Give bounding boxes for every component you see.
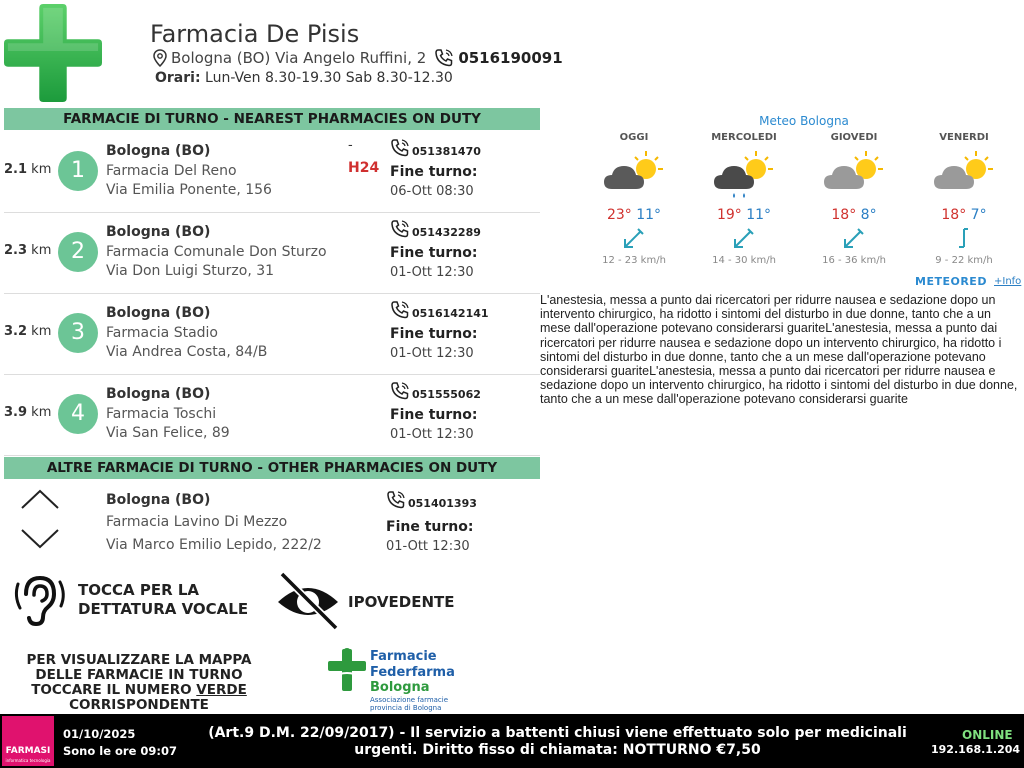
weather-day (914, 132, 1014, 266)
fine-turno-value: 01-Ott 12:30 (390, 265, 474, 280)
pharmacy-street: Via Don Luigi Sturzo, 31 (106, 263, 275, 279)
other-section-header: ALTRE FARMACIE DI TURNO - OTHER PHARMACIES ON DUTY (4, 457, 540, 479)
partly-cloudy-icon (822, 149, 886, 199)
weather-day-name: MERCOLEDI (711, 132, 777, 143)
wind-direction-icon (621, 225, 647, 251)
distance: 2.1 km (4, 162, 52, 177)
pharmacy-phone-box[interactable] (390, 381, 481, 401)
weather-temps: 18° 7° (941, 207, 987, 223)
footer-time: Sono le ore 09:07 (63, 744, 178, 758)
pharmacy-row[interactable] (4, 132, 540, 213)
pharmacy-street: Via Emilia Ponente, 156 (106, 182, 272, 198)
wind-direction-icon (731, 225, 757, 251)
weather-day (584, 132, 684, 266)
pharmacy-row[interactable] (4, 213, 540, 294)
partly-cloudy-icon (602, 149, 666, 199)
pharmacy-city: Bologna (BO) (106, 305, 211, 321)
distance: 3.9 km (4, 405, 52, 420)
ip-address: 192.168.1.204 (931, 743, 1021, 756)
weather-day (694, 132, 794, 266)
pharmacy-phone-number[interactable]: 051555062 (412, 388, 481, 401)
phone-icon (390, 138, 410, 158)
location-pin-icon (152, 49, 168, 67)
distance: 2.3 km (4, 243, 52, 258)
other-city: Bologna (BO) (106, 492, 211, 508)
meteored-info-link[interactable]: +Info (994, 276, 1022, 287)
pharmacy-city: Bologna (BO) (106, 386, 211, 402)
pharmacy-row-name: Farmacia Comunale Don Sturzo (106, 244, 327, 260)
federfarma-logo: Farmacie Federfarma Bologna Associazione farmacie provincia di Bologna (326, 647, 466, 713)
scroll-up-icon[interactable] (20, 488, 60, 510)
pharmacy-phone-box[interactable] (390, 219, 481, 239)
low-vision-button[interactable] (274, 572, 455, 632)
h24-badge: H24 (348, 160, 380, 176)
distance: 3.2 km (4, 324, 52, 339)
voice-label-2: DETTATURA VOCALE (78, 600, 249, 618)
footer-bar (0, 714, 1024, 768)
pharmacy-row[interactable] (4, 375, 540, 456)
pharmacy-phone-number[interactable]: 0516142141 (412, 307, 489, 320)
wind-speed: 9 - 22 km/h (935, 255, 993, 266)
pharmacy-city: Bologna (BO) (106, 224, 211, 240)
fine-turno-value: 06-Ott 08:30 (390, 184, 474, 199)
footer-message: (Art.9 D.M. 22/09/2017) - Il servizio a battenti chiusi viene effettuato solo per medicinali urgenti. Diritto fisso di chiamata: NOTTURNO €7,50 (208, 725, 907, 758)
phone-icon (434, 48, 454, 68)
pharmacy-phone-box[interactable] (390, 138, 481, 158)
online-status: ONLINE (962, 728, 1013, 742)
pharmacy-address-text: Bologna (BO) Via Angelo Ruffini, 2 (171, 49, 427, 67)
voice-label-1: TOCCA PER LA (78, 581, 200, 599)
farmasi-logo: FARMASI informatica tecnologia (2, 716, 54, 766)
eye-off-icon (274, 572, 342, 632)
pharmacy-phone[interactable]: 0516190091 (458, 49, 563, 67)
footer-date: 01/10/2025 (63, 727, 136, 741)
weather-temps: 18° 8° (831, 207, 877, 223)
h24-dash: - (348, 138, 353, 153)
pharmacy-phone-box[interactable] (390, 300, 489, 320)
pharmacy-phone-number[interactable]: 051381470 (412, 145, 481, 158)
weather-temps: 19° 11° (716, 207, 772, 223)
pharmacy-address (152, 48, 563, 68)
fine-turno-label: Fine turno: (390, 326, 478, 342)
pharmacy-number-badge[interactable]: 3 (58, 313, 98, 353)
pharmacy-hours: Orari: Lun-Ven 8.30-19.30 Sab 8.30-12.30 (155, 70, 453, 86)
pharmacy-phone-number[interactable]: 051432289 (412, 226, 481, 239)
rain-cloud-icon (712, 149, 776, 199)
pharmacy-name: Farmacia De Pisis (150, 20, 360, 48)
meteored-logo: METEORED (915, 275, 987, 288)
pharmacy-street: Via Andrea Costa, 84/B (106, 344, 268, 360)
pharmacy-number-badge[interactable]: 1 (58, 151, 98, 191)
scroll-down-icon[interactable] (20, 528, 60, 550)
other-phone[interactable] (386, 490, 477, 510)
weather-temps: 23° 11° (606, 207, 662, 223)
weather-day (804, 132, 904, 266)
other-pharmacy-item[interactable] (4, 482, 540, 562)
weather-day-name: GIOVEDI (830, 132, 878, 143)
partly-cloudy-icon (932, 149, 996, 199)
weather-day-name: OGGI (619, 132, 649, 143)
low-vision-label: IPOVEDENTE (348, 592, 455, 611)
phone-icon (390, 381, 410, 401)
pharmacy-number-badge[interactable]: 2 (58, 232, 98, 272)
wind-speed: 12 - 23 km/h (602, 255, 666, 266)
other-street: Via Marco Emilio Lepido, 222/2 (106, 537, 322, 553)
phone-icon (390, 219, 410, 239)
other-fine-turno-value: 01-Ott 12:30 (386, 539, 470, 554)
ear-icon (12, 572, 68, 628)
other-fine-turno-label: Fine turno: (386, 519, 474, 535)
wind-direction-icon (951, 225, 977, 251)
pharmacy-row[interactable] (4, 294, 540, 375)
wind-speed: 16 - 36 km/h (822, 255, 886, 266)
fine-turno-label: Fine turno: (390, 164, 478, 180)
phone-icon (386, 490, 406, 510)
news-text: L'anestesia, messa a punto dai ricercatori per ridurre nausea e sedazione dopo un intervento chirurgico, ha ridotto i sintomi del disturbo in due donne, tanto che a un mese dall'operazione potevano considerarsi guariteL'anestesia, messa a punto dai ricercatori per ridurre nausea e sedazione dopo un intervento chirurgico, ha ridotto i sintomi del disturbo in due donne, tanto che a un mese dall'operazione potevano considerarsi guariteL'anestesia, messa a punto dai ricercatori per ridurre nausea e sedazione dopo un intervento chirurgico, ha ridotto i sintomi del disturbo in due donne, tanto che a un mese dall'operazione potevano considerarsi guarite (540, 293, 1018, 407)
pharmacy-city: Bologna (BO) (106, 143, 211, 159)
map-instructions: PER VISUALIZZARE LA MAPPA DELLE FARMACIE IN TURNO TOCCARE IL NUMERO VERDE CORRISPONDENTE (26, 652, 252, 713)
voice-dictation-button[interactable] (12, 572, 248, 628)
pharmacy-street: Via San Felice, 89 (106, 425, 230, 441)
nearest-section-header: FARMACIE DI TURNO - NEAREST PHARMACIES ON DUTY (4, 108, 540, 130)
pharmacy-number-badge[interactable]: 4 (58, 394, 98, 434)
other-phone-number[interactable]: 051401393 (408, 497, 477, 510)
fine-turno-label: Fine turno: (390, 407, 478, 423)
weather-title: Meteo Bologna (759, 114, 849, 128)
federfarma-cross-icon (326, 647, 368, 693)
fine-turno-value: 01-Ott 12:30 (390, 346, 474, 361)
weather-day-name: VENERDI (939, 132, 989, 143)
other-name: Farmacia Lavino Di Mezzo (106, 514, 288, 530)
pharmacy-row-name: Farmacia Del Reno (106, 163, 237, 179)
fine-turno-label: Fine turno: (390, 245, 478, 261)
wind-direction-icon (841, 225, 867, 251)
pharmacy-row-name: Farmacia Toschi (106, 406, 217, 422)
fine-turno-value: 01-Ott 12:30 (390, 427, 474, 442)
phone-icon (390, 300, 410, 320)
pharmacy-row-name: Farmacia Stadio (106, 325, 218, 341)
wind-speed: 14 - 30 km/h (712, 255, 776, 266)
pharmacy-cross-logo (4, 4, 102, 102)
